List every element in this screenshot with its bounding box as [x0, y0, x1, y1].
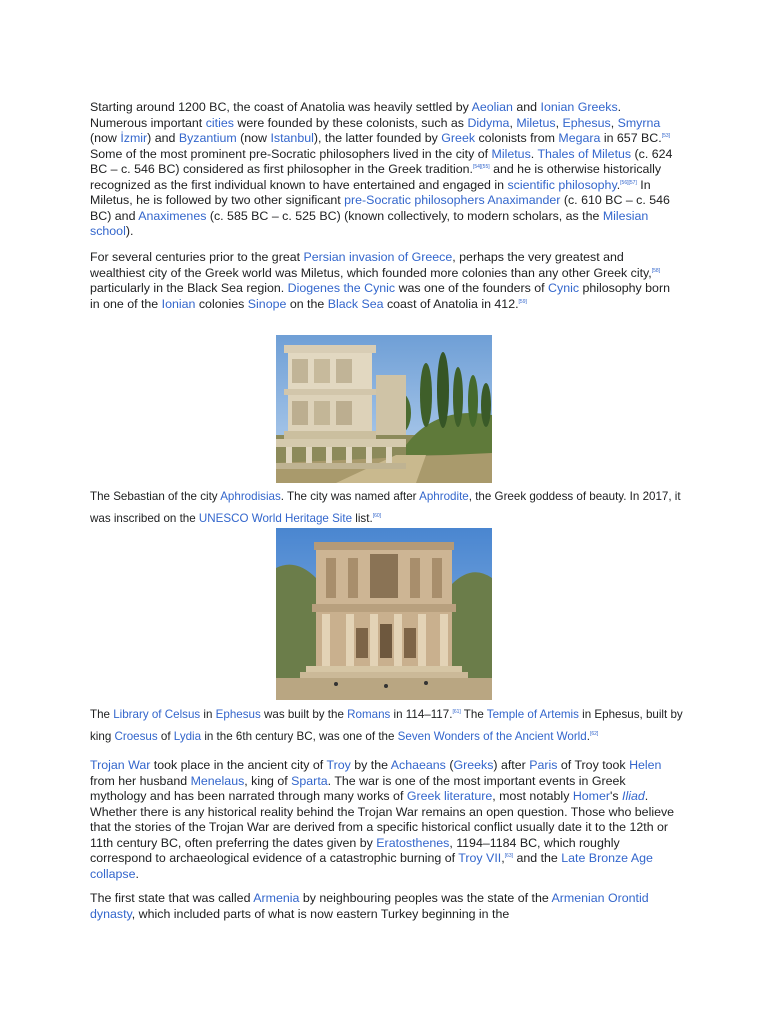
- text: The Sebastian of the city: [90, 490, 221, 503]
- text: was built by the: [260, 708, 348, 721]
- citation-63[interactable]: [63]: [504, 853, 514, 859]
- text: . Whether there is any historical reality behind the Trojan War remains an open question. Those who believe that the stories of the Trojan War are derived from a specific historical conflict usually date it to the 12th or 11th century BC, often preferring the dates given by: [90, 789, 675, 850]
- paragraph-armenia: [90, 891, 680, 922]
- text: Some of the most prominent pre-Socratic philosophers lived in the city of: [90, 146, 492, 161]
- caption-sebastian: [90, 486, 686, 530]
- text: . The city was named after: [280, 490, 420, 503]
- paragraph-miletus-colonies: [90, 250, 680, 312]
- link-romans[interactable]: Romans: [347, 708, 391, 721]
- link-troy-vii[interactable]: Troy VII: [458, 851, 502, 865]
- link-ephesus-2[interactable]: Ephesus: [215, 708, 261, 721]
- text: ,: [509, 115, 517, 130]
- text: , 1194–1184 BC, which roughly correspond to archaeological evidence of a catastrophic burning of: [90, 835, 620, 865]
- link-cynic[interactable]: Cynic: [548, 281, 580, 295]
- link-homer[interactable]: Homer: [572, 789, 611, 803]
- link-ionian[interactable]: Ionian: [161, 296, 196, 311]
- link-byzantium[interactable]: Byzantium: [178, 131, 237, 145]
- link-late-bronze-age-collapse[interactable]: Late Bronze Age collapse: [90, 851, 653, 881]
- text: ,: [555, 115, 563, 130]
- citation-58[interactable]: [58]: [651, 267, 661, 274]
- link-didyma[interactable]: Didyma: [467, 115, 510, 130]
- link-aeolian[interactable]: Aeolian: [471, 100, 513, 114]
- link-achaeans[interactable]: Achaeans: [390, 758, 446, 772]
- link-anaximenes[interactable]: Anaximenes: [138, 208, 207, 223]
- image-library-of-celsus[interactable]: [276, 528, 492, 700]
- text: (now: [90, 131, 121, 145]
- text: ), the latter founded by: [313, 131, 442, 145]
- link-sparta[interactable]: Sparta: [291, 773, 328, 788]
- text: .: [530, 146, 538, 161]
- link-seven-wonders[interactable]: Seven Wonders of the Ancient World: [397, 730, 587, 743]
- text: (now: [236, 131, 271, 145]
- paragraph-trojan-war: [90, 758, 680, 882]
- sebastian-photo-illustration: [276, 335, 492, 483]
- link-sinope[interactable]: Sinope: [247, 296, 287, 311]
- iliad-title: Iliad: [622, 789, 645, 803]
- citation-53[interactable]: [53]: [661, 133, 671, 139]
- link-greek-literature[interactable]: Greek literature: [406, 789, 493, 803]
- link-aphrodisias[interactable]: Aphrodisias: [220, 490, 281, 503]
- link-armenia[interactable]: Armenia: [253, 891, 300, 905]
- link-aphrodite[interactable]: Aphrodite: [419, 490, 469, 503]
- text: were founded by these colonists, such as: [233, 115, 468, 130]
- link-cities[interactable]: cities: [205, 115, 234, 130]
- link-orontid-dynasty[interactable]: Armenian Orontid dynasty: [90, 891, 649, 921]
- text: of: [157, 730, 174, 743]
- link-thales[interactable]: Thales of Miletus: [537, 146, 632, 161]
- text: 's: [610, 789, 623, 803]
- text: , which included parts of what is now eastern Turkey beginning in the: [131, 906, 510, 921]
- text: list.: [352, 512, 373, 525]
- text: colonies: [195, 296, 248, 311]
- link-menelaus[interactable]: Menelaus: [190, 773, 245, 788]
- link-megara[interactable]: Megara: [558, 131, 601, 145]
- caption-celsus: [90, 704, 686, 748]
- text: , king of: [244, 773, 292, 788]
- text: ) after: [493, 758, 530, 772]
- text: and: [512, 100, 541, 114]
- citation-59[interactable]: [59]: [518, 298, 527, 305]
- link-anaximander[interactable]: Anaximander: [487, 193, 561, 207]
- citation-54-55[interactable]: [54][55]: [472, 164, 490, 170]
- text: in Ephesus, built by king: [90, 708, 683, 743]
- link-iliad[interactable]: [622, 789, 645, 803]
- link-paris[interactable]: Paris: [529, 758, 558, 772]
- text: (c. 585 BC – c. 525 BC) (known collectively, to modern scholars, as the: [206, 208, 603, 223]
- text: and he is otherwise historically recognized as the first individual known to have entertained and engaged in: [90, 162, 662, 192]
- image-sebastian-aphrodisias[interactable]: [276, 335, 492, 483]
- text: ) and: [147, 131, 179, 145]
- link-croesus[interactable]: Croesus: [114, 730, 158, 743]
- link-temple-of-artemis[interactable]: Temple of Artemis: [486, 708, 579, 721]
- link-persian-invasion[interactable]: Persian invasion of Greece: [303, 250, 453, 264]
- text: .: [616, 177, 621, 192]
- link-smyrna[interactable]: Smyrna: [617, 115, 661, 130]
- text: In Miletus, he is followed by two other significant: [90, 177, 651, 207]
- text: .: [135, 866, 139, 881]
- text: . Numerous important: [90, 100, 622, 130]
- link-ionian-greeks[interactable]: Ionian Greeks: [540, 100, 618, 114]
- link-istanbul[interactable]: Istanbul: [270, 131, 314, 145]
- link-black-sea[interactable]: Black Sea: [327, 296, 384, 311]
- text: , perhaps the very greatest and wealthiest city of the Greek world was Miletus, which founded more colonies than any other Greek city,: [90, 250, 652, 280]
- link-greek[interactable]: Greek: [441, 131, 476, 145]
- text: , most notably: [492, 789, 573, 803]
- text: . The war is one of the most important events in Greek mythology and has been narrated through many works of: [90, 773, 626, 803]
- celsus-photo-illustration: [276, 528, 492, 700]
- link-milesian-school[interactable]: Milesian school: [90, 208, 649, 238]
- text: (: [445, 758, 454, 772]
- text: took place in the ancient city of: [150, 758, 327, 772]
- link-diogenes[interactable]: Diogenes the Cynic: [287, 281, 396, 295]
- citation-62[interactable]: [62]: [589, 731, 599, 737]
- link-library-of-celsus[interactable]: Library of Celsus: [113, 708, 201, 721]
- text: (c. 610 BC – c. 546 BC) and: [90, 193, 670, 223]
- text: The: [90, 708, 114, 721]
- text: coast of Anatolia in 412.: [383, 296, 519, 311]
- text: philosophy born in one of the: [90, 281, 670, 311]
- text: ).: [125, 224, 134, 238]
- text: , the Greek goddess of beauty. In 2017, it was inscribed on the: [90, 490, 681, 525]
- link-miletus-2[interactable]: Miletus: [491, 146, 531, 161]
- text: by neighbouring peoples was the state of the: [299, 891, 552, 905]
- text: on the: [286, 296, 328, 311]
- link-troy[interactable]: Troy: [326, 758, 351, 772]
- text: in: [200, 708, 216, 721]
- link-izmir[interactable]: İzmir: [120, 131, 148, 145]
- text: in the 6th century BC, was one of the: [201, 730, 398, 743]
- link-greeks[interactable]: Greeks: [453, 758, 494, 772]
- citation-56-57[interactable]: [56][57]: [620, 179, 637, 186]
- text: (c. 624 BC – c. 546 BC) considered as first philosopher in the Greek tradition.: [90, 146, 673, 176]
- text: ,: [501, 851, 505, 865]
- text: and the: [513, 851, 562, 865]
- text: from her husband: [90, 773, 191, 788]
- text: of Troy took: [557, 758, 630, 772]
- text: particularly in the Black Sea region.: [90, 281, 288, 295]
- link-unesco[interactable]: UNESCO World Heritage Site: [198, 512, 353, 525]
- text: The first state that was called: [90, 891, 254, 905]
- link-trojan-war[interactable]: Trojan War: [90, 758, 151, 772]
- paragraph-anatolia-colonization: [90, 100, 680, 240]
- text: colonists from: [475, 131, 559, 145]
- text: .: [586, 730, 590, 743]
- citation-61[interactable]: [61]: [452, 709, 461, 715]
- text: For several centuries prior to the great: [90, 250, 304, 264]
- text: The: [460, 708, 487, 721]
- link-scientific-philosophy[interactable]: scientific philosophy: [507, 177, 617, 192]
- text: ,: [610, 115, 618, 130]
- link-eratosthenes[interactable]: Eratosthenes: [376, 835, 450, 850]
- link-miletus[interactable]: Miletus: [516, 115, 556, 130]
- text: by the: [350, 758, 391, 772]
- link-lydia[interactable]: Lydia: [173, 730, 202, 743]
- text: in 114–117.: [390, 708, 453, 721]
- text: Starting around 1200 BC, the coast of Anatolia was heavily settled by: [90, 100, 472, 114]
- text: in 657 BC.: [600, 131, 662, 145]
- link-presocratic[interactable]: pre-Socratic philosophers: [344, 193, 485, 207]
- link-helen[interactable]: Helen: [629, 758, 662, 772]
- link-ephesus[interactable]: Ephesus: [562, 115, 611, 130]
- text: was one of the founders of: [395, 281, 549, 295]
- citation-60[interactable]: [60]: [372, 513, 382, 519]
